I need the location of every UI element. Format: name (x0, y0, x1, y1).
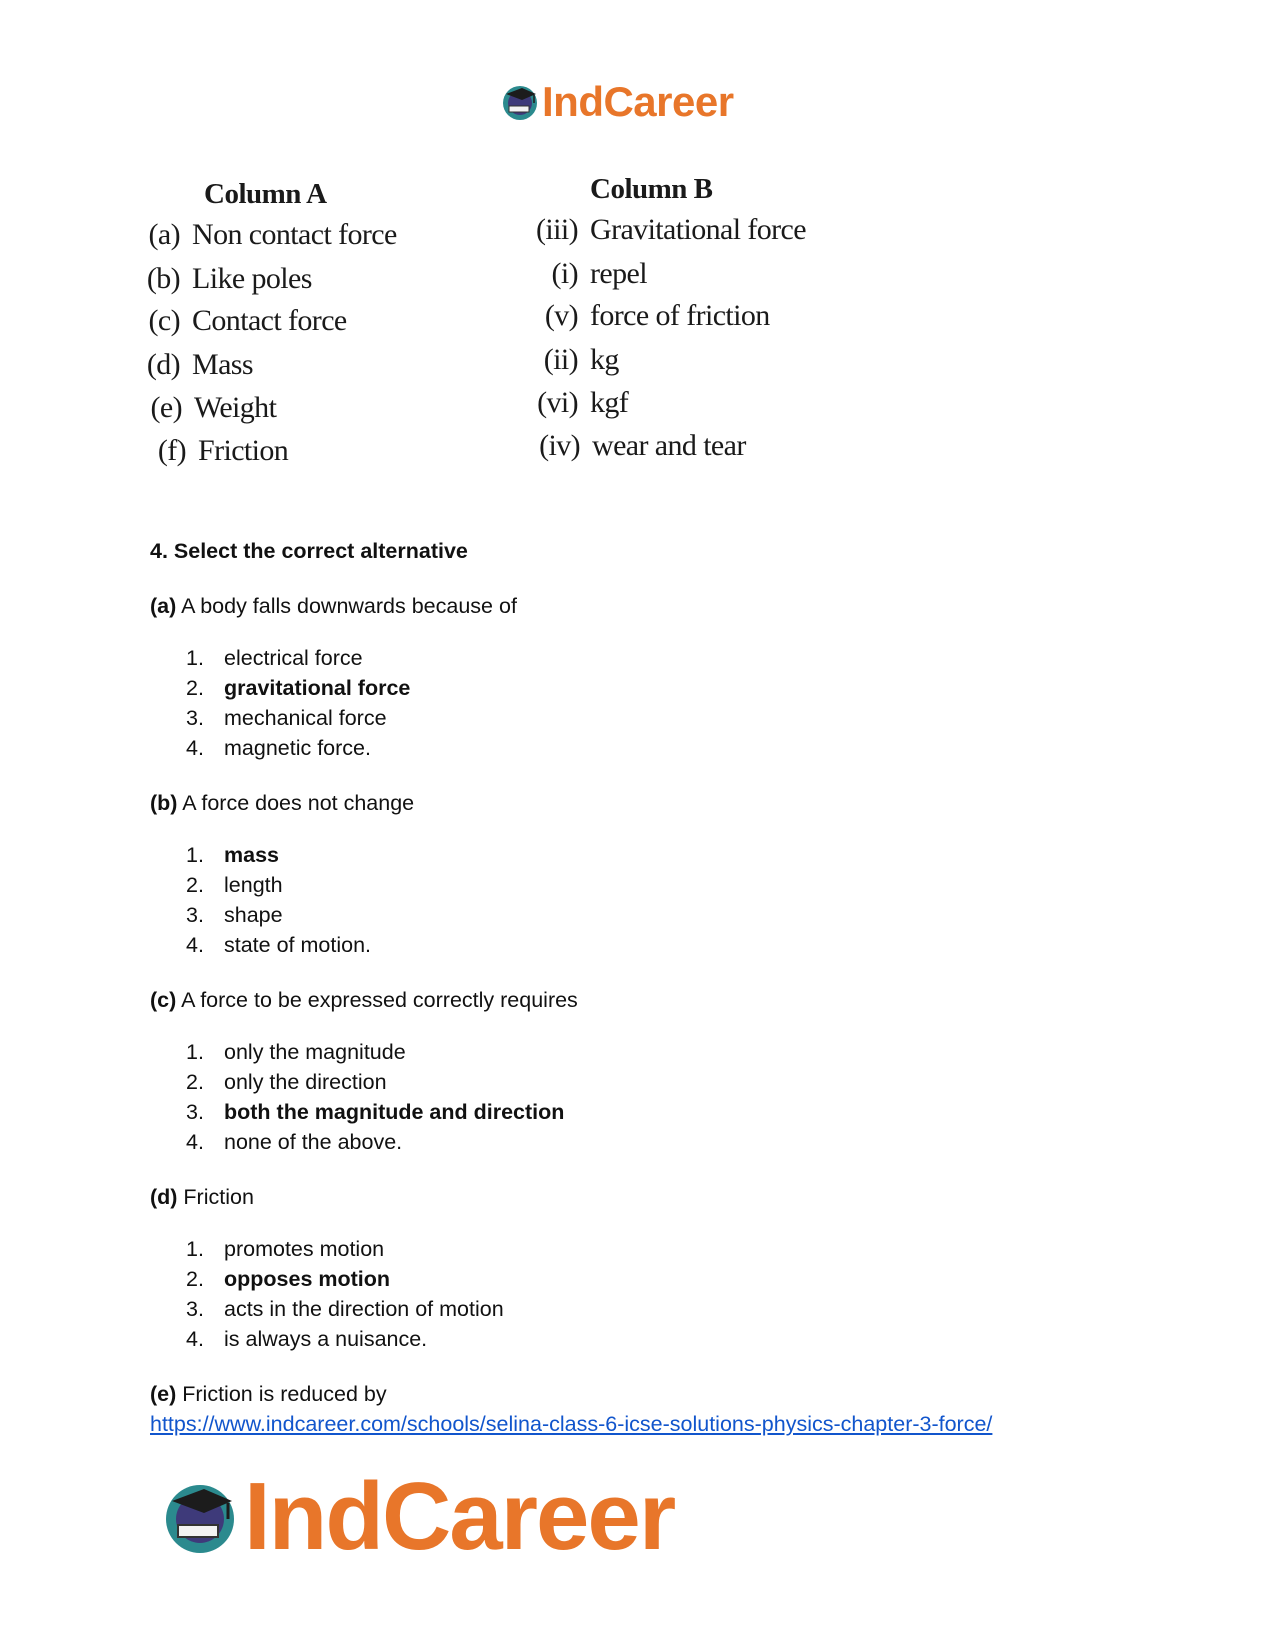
option-item: 4. none of the above. (186, 1130, 403, 1154)
option-item: 2. only the direction (186, 1070, 387, 1094)
brand-name: IndCareer (542, 78, 734, 125)
column-b-header: Column B (590, 173, 713, 205)
question-a: (a) A body falls downwards because of (150, 594, 517, 618)
option-item-correct: 1. mass (186, 843, 279, 867)
question-d: (d) Friction (150, 1185, 254, 1209)
options-list (150, 1234, 1150, 1354)
brand-logo-top[interactable] (500, 78, 734, 126)
option-item: 3. shape (186, 903, 283, 927)
options-list (150, 840, 1150, 960)
column-a-row: (e) Weight (150, 391, 277, 424)
option-item-correct: 3. both the magnitude and direction (186, 1100, 565, 1124)
option-item-correct: 2. opposes motion (186, 1267, 391, 1291)
column-b-row: (ii) kg (543, 343, 619, 376)
option-item: 3. mechanical force (186, 706, 387, 730)
column-a-row: (b) Like poles (146, 262, 312, 295)
option-item: 4. state of motion. (186, 933, 371, 957)
graduation-cap-icon (160, 1477, 240, 1557)
column-a-row: (a) Non contact force (148, 218, 397, 251)
column-b-row: (iv) wear and tear (539, 429, 746, 462)
option-item: 3. acts in the direction of motion (186, 1297, 504, 1321)
graduation-cap-icon (500, 82, 540, 122)
section-heading: 4. Select the correct alternative (150, 539, 468, 563)
brand-name: IndCareer (244, 1463, 675, 1570)
column-a-row: (d) Mass (146, 348, 253, 381)
column-b-row: (v) force of friction (544, 299, 770, 332)
option-item: 1. electrical force (186, 646, 363, 670)
column-a-row: (f) Friction (157, 434, 289, 467)
document-body (150, 536, 1150, 1439)
question-e: (e) Friction is reduced by (150, 1382, 387, 1406)
option-item-correct: 2. gravitational force (186, 676, 411, 700)
option-item: 4. is always a nuisance. (186, 1327, 428, 1351)
question-b: (b) A force does not change (150, 791, 415, 815)
option-item: 1. only the magnitude (186, 1040, 406, 1064)
column-b-row: (i) repel (551, 257, 647, 290)
question-c: (c) A force to be expressed correctly requires (150, 988, 578, 1012)
option-item: 1. promotes motion (186, 1237, 385, 1261)
brand-logo-bottom[interactable] (160, 1462, 674, 1572)
option-item: 4. magnetic force. (186, 736, 371, 760)
column-b-row: (iii) Gravitational force (536, 213, 806, 246)
options-list (150, 643, 1150, 763)
column-a-header: Column A (204, 178, 327, 210)
column-b-row: (vi) kgf (537, 386, 629, 419)
column-a-row: (c) Contact force (148, 304, 347, 337)
options-list (150, 1037, 1150, 1157)
source-link[interactable]: https://www.indcareer.com/schools/selina-class-6-icse-solutions-physics-chapter-3-force/ (150, 1412, 993, 1436)
option-item: 2. length (186, 873, 283, 897)
match-table (146, 173, 850, 498)
